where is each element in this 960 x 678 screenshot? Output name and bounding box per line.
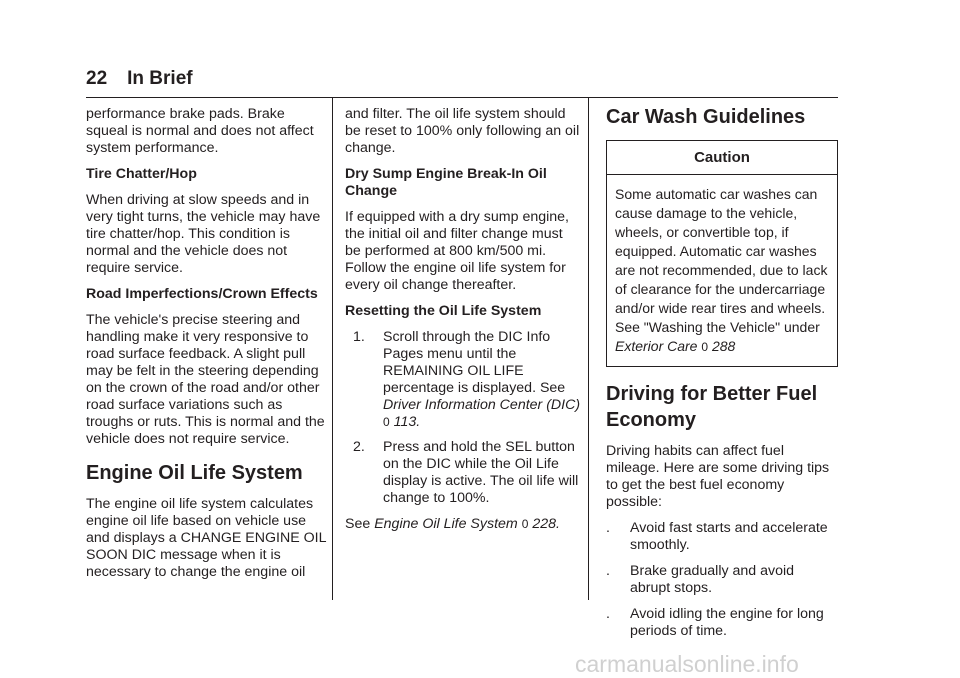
- heading-road-imperfections: Road Imperfections/Crown Effects: [86, 286, 318, 302]
- page-ref-number[interactable]: 288: [711, 338, 736, 354]
- paragraph-fuel-economy: Driving habits can affect fuel mileage. Here are some driving tips to get the best fuel economy possible:: [606, 443, 830, 510]
- caution-body: [607, 175, 837, 366]
- page-ref-number[interactable]: 228.: [532, 516, 560, 532]
- fuel-tips-list: [606, 520, 838, 640]
- column-divider-2: [588, 98, 589, 600]
- watermark: carmanualsonline.info: [575, 651, 799, 677]
- reset-steps-list: [345, 329, 581, 507]
- bullet-icon: .: [606, 606, 610, 622]
- caution-text: Some automatic car washes can cause damage to the vehicle, wheels, or convertible top, if equipped. Automatic car washes are not recommended, due to lack of clearance for the undercarriage and/or wide rear tires and wheels. See "Washing the Vehicle" under: [615, 186, 828, 335]
- bullet-icon: .: [606, 563, 610, 579]
- list-item: [606, 520, 838, 554]
- see-prefix: See: [345, 516, 371, 532]
- list-item: [606, 606, 838, 640]
- paragraph-brake: performance brake pads. Brake squeal is normal and does not affect system performance.: [86, 106, 314, 156]
- column-divider-1: [332, 98, 333, 600]
- column-2: [345, 106, 581, 542]
- step-text: Scroll through the DIC Info Pages menu until the REMAINING OIL LIFE percentage is displayed. See: [383, 329, 566, 396]
- step-number: 1.: [353, 329, 365, 345]
- section-title: In Brief: [127, 68, 193, 89]
- header-rule: [86, 97, 838, 98]
- heading-tire-chatter: Tire Chatter/Hop: [86, 166, 197, 182]
- cross-reference-link[interactable]: Exterior Care: [615, 338, 698, 354]
- list-item: [345, 439, 581, 507]
- heading-engine-oil-life: Engine Oil Life System: [86, 462, 303, 484]
- tip-text: Brake gradually and avoid abrupt stops.: [630, 563, 795, 596]
- paragraph-dry-sump: If equipped with a dry sump engine, the initial oil and filter change must be performed at 800 km/500 mi. Follow the engine oil life system for every oil change thereafter.: [345, 209, 569, 293]
- tip-text: Avoid fast starts and accelerate smoothly.: [630, 520, 828, 553]
- cross-reference-link[interactable]: Driver Information Center (DIC): [383, 397, 581, 413]
- heading-fuel-economy: Driving for Better Fuel Economy: [606, 383, 818, 431]
- tip-text: Avoid idling the engine for long periods of time.: [630, 606, 824, 639]
- page-ref-number[interactable]: 113.: [393, 414, 421, 430]
- column-1: [86, 106, 326, 590]
- list-item: [345, 329, 581, 431]
- paragraph-oil-reset: and filter. The oil life system should be reset to 100% only following an oil change.: [345, 106, 580, 156]
- step-number: 2.: [353, 439, 365, 455]
- heading-resetting-oil-life: Resetting the Oil Life System: [345, 303, 542, 319]
- caution-title: Caution: [607, 141, 837, 175]
- paragraph-road-imperfections: The vehicle's precise steering and handling make it very responsive to road surface feedback. A slight pull may be felt in the steering depending on the crown of the road and/or other road surface variations such as troughs or ruts. This is normal and the vehicle does not require service.: [86, 312, 325, 447]
- page-ref-icon: 0: [383, 415, 390, 429]
- see-reference: [345, 516, 581, 533]
- heading-car-wash: Car Wash Guidelines: [606, 106, 806, 128]
- cross-reference-link[interactable]: Engine Oil Life System: [374, 516, 518, 532]
- paragraph-tire-chatter: When driving at slow speeds and in very tight turns, the vehicle may have tire chatter/hop. This condition is normal and the vehicle does not require service.: [86, 192, 321, 276]
- heading-dry-sump: Dry Sump Engine Break-In Oil Change: [345, 166, 547, 199]
- step-text: Press and hold the SEL button on the DIC while the Oil Life display is active. The oil life will change to 100%.: [383, 439, 579, 506]
- caution-box: [606, 140, 838, 367]
- page-ref-icon: 0: [701, 340, 709, 354]
- list-item: [606, 563, 838, 597]
- page-header: [86, 68, 193, 90]
- bullet-icon: .: [606, 520, 610, 536]
- page-ref-icon: 0: [521, 517, 529, 531]
- column-3: [606, 104, 838, 649]
- page-number: 22: [86, 68, 108, 89]
- paragraph-engine-oil-life: The engine oil life system calculates engine oil life based on vehicle use and displays a CHANGE ENGINE OIL SOON DIC message when it is necessary to change the engine oil: [86, 496, 326, 580]
